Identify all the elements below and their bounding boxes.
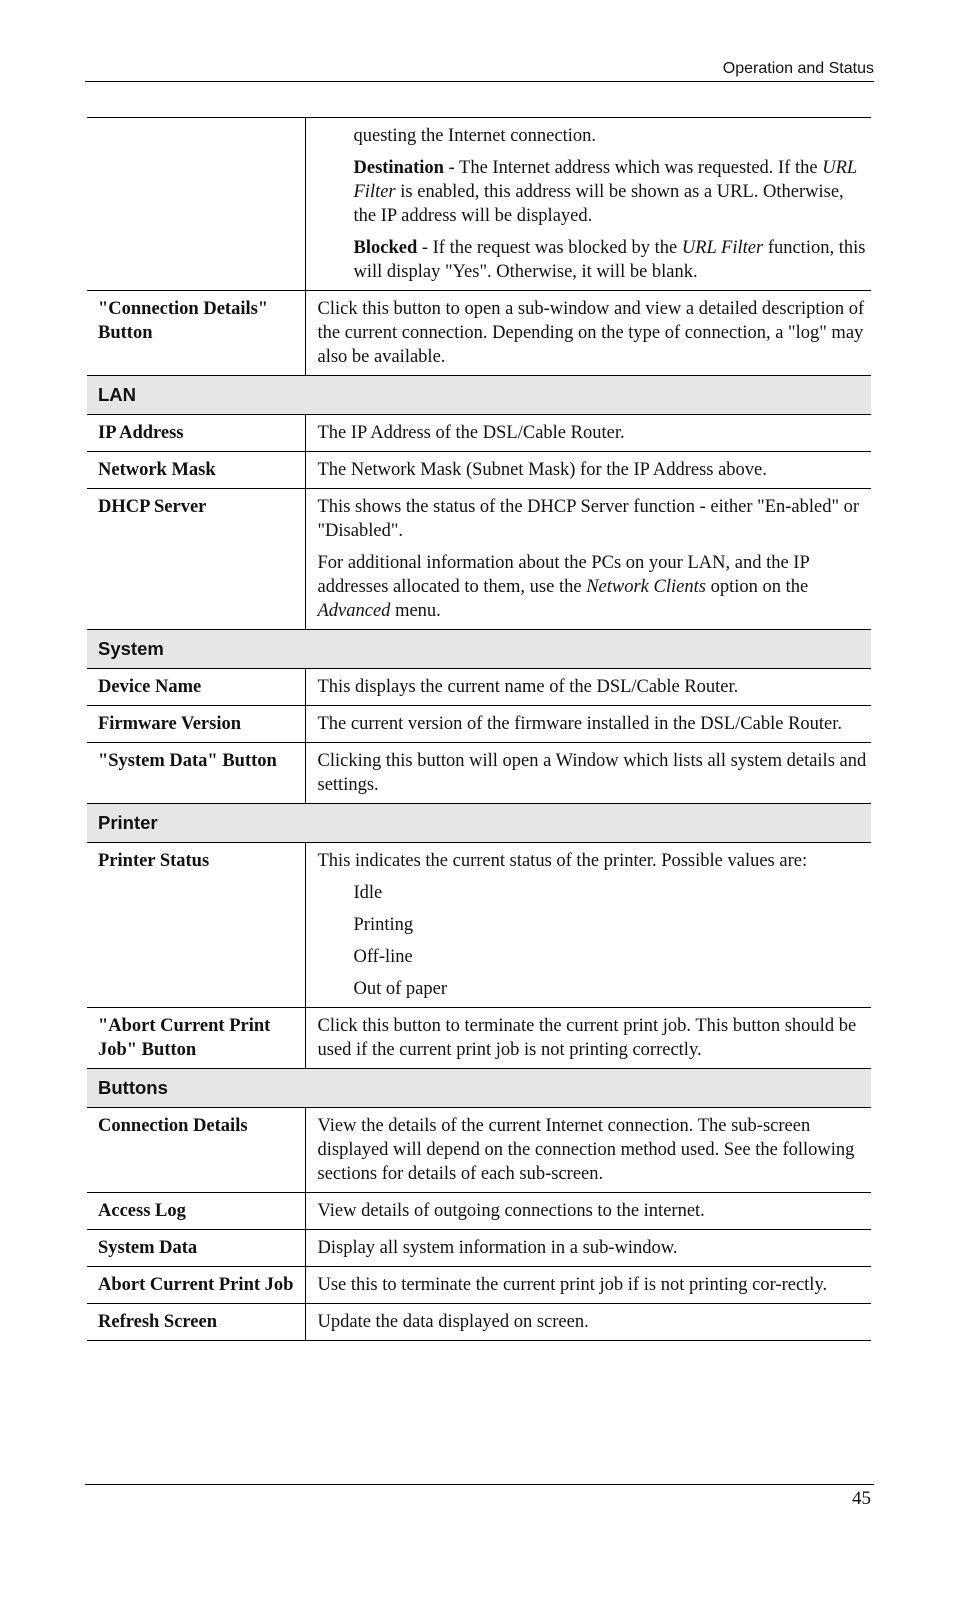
table-row (87, 843, 871, 1008)
term-cell: Connection Details (87, 1108, 305, 1193)
term-cell (87, 118, 305, 291)
continued-text: questing the Internet connection. (353, 126, 596, 146)
page-header-title: Operation and Status (722, 60, 874, 77)
table-row (87, 1108, 871, 1193)
description-cell: View the details of the current Internet connection. The sub-screen displayed will depend on the connection method used. See the following sections for details of each sub-screen. (305, 1108, 871, 1193)
term-cell: Device Name (87, 669, 305, 706)
table-row (87, 1193, 871, 1230)
blocked-description: Blocked - If the request was blocked by the URL Filter function, this will display "Yes". Otherwise, it will be blank. (353, 238, 866, 282)
list-item: Off-line (353, 947, 413, 967)
table-row (87, 415, 871, 452)
description-cell: The Network Mask (Subnet Mask) for the IP Address above. (305, 452, 871, 489)
table-row (87, 1267, 871, 1304)
list-item: Idle (353, 883, 383, 903)
term-cell: Abort Current Print Job (87, 1267, 305, 1304)
table-row (87, 118, 871, 291)
table-row (87, 1008, 871, 1069)
printer-status-values (318, 881, 868, 1001)
description-cell: Use this to terminate the current print job if is not printing cor-rectly. (305, 1267, 871, 1304)
table-row (87, 452, 871, 489)
table-row (87, 489, 871, 630)
description-cell: This shows the status of the DHCP Server function - either "En-abled" or "Disabled". For additional information about the PCs on your LAN, and the IP addresses allocated to them, use the Network Clients option on the Advanced menu. (305, 489, 871, 630)
footer-divider (85, 1484, 874, 1485)
description-cell: The current version of the firmware installed in the DSL/Cable Router. (305, 706, 871, 743)
list-item: Printing (353, 915, 414, 935)
description-cell: Click this button to terminate the current print job. This button should be used if the current print job is not printing correctly. (305, 1008, 871, 1069)
table-row (87, 706, 871, 743)
term-cell: "System Data" Button (87, 743, 305, 804)
term-cell: Firmware Version (87, 706, 305, 743)
term-cell: System Data (87, 1230, 305, 1267)
section-heading-buttons: Buttons (87, 1069, 871, 1108)
term-cell: Network Mask (87, 452, 305, 489)
destination-description: Destination - The Internet address which was requested. If the URL Filter is enabled, this address will be shown as a URL. Otherwise, the IP address will be displayed. (353, 158, 857, 226)
page-number: 45 (852, 1488, 871, 1509)
description-cell: Clicking this button will open a Window which lists all system details and settings. (305, 743, 871, 804)
header-divider (85, 81, 874, 82)
description-cell: Update the data displayed on screen. (305, 1304, 871, 1341)
description-cell: Display all system information in a sub-window. (305, 1230, 871, 1267)
table-row (87, 669, 871, 706)
term-cell: Printer Status (87, 843, 305, 1008)
list-item: Out of paper (353, 979, 447, 999)
description-cell: View details of outgoing connections to the internet. (305, 1193, 871, 1230)
section-heading-lan: LAN (87, 376, 871, 415)
table-row (87, 1304, 871, 1341)
term-cell: "Abort Current Print Job" Button (87, 1008, 305, 1069)
table-row (87, 1230, 871, 1267)
term-cell: "Connection Details" Button (87, 291, 305, 376)
section-heading-printer: Printer (87, 804, 871, 843)
status-reference-table (87, 117, 871, 1341)
description-cell: This displays the current name of the DSL/Cable Router. (305, 669, 871, 706)
term-cell: Refresh Screen (87, 1304, 305, 1341)
description-cell: Click this button to open a sub-window and view a detailed description of the current connection. Depending on the type of connection, a "log" may also be available. (305, 291, 871, 376)
description-cell (305, 118, 871, 291)
term-cell: DHCP Server (87, 489, 305, 630)
description-cell: This indicates the current status of the printer. Possible values are: Idle Printing Off-line Out of paper (305, 843, 871, 1008)
description-cell: The IP Address of the DSL/Cable Router. (305, 415, 871, 452)
section-heading-system: System (87, 630, 871, 669)
table-row (87, 291, 871, 376)
term-cell: Access Log (87, 1193, 305, 1230)
table-row (87, 743, 871, 804)
term-cell: IP Address (87, 415, 305, 452)
